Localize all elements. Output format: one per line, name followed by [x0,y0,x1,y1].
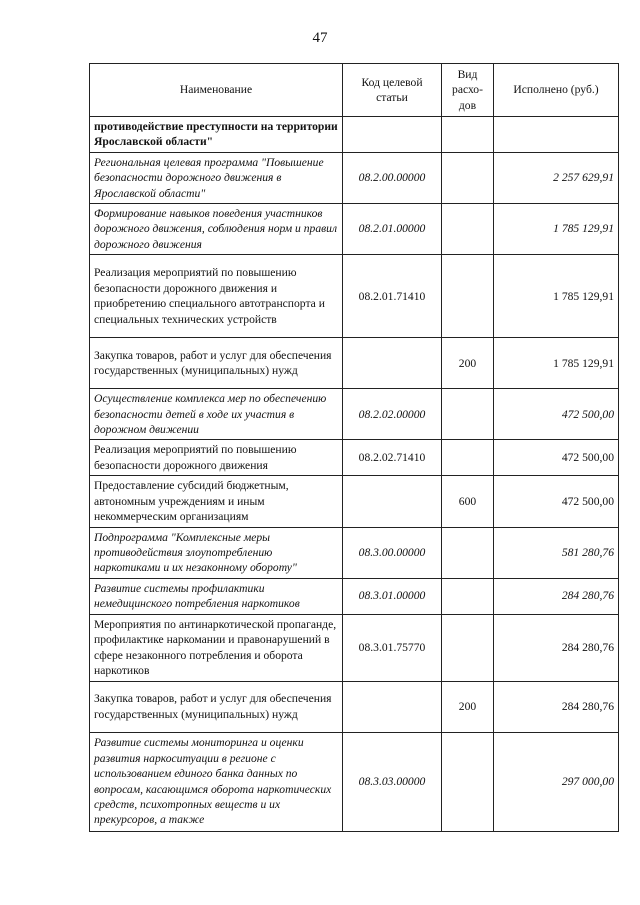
row-type [442,614,494,681]
row-type [442,117,494,153]
table-row [90,389,619,440]
row-name: Развитие системы профилактики немедицинского потребления наркотиков [90,578,343,614]
row-code [343,338,442,389]
row-sum: 472 500,00 [494,440,619,476]
row-name: Предоставление субсидий бюджетным, автономным учреждениям и иным некоммерческим организациям [90,476,343,527]
row-sum: 284 280,76 [494,681,619,732]
row-type [442,204,494,255]
header-code: Код целевой статьи [343,64,442,117]
row-name: Реализация мероприятий по повышению безопасности дорожного движения и приобретению специального автотранспорта и специальных технических устройств [90,255,343,338]
table-row [90,338,619,389]
row-type [442,440,494,476]
row-code: 08.3.01.00000 [343,578,442,614]
row-sum: 284 280,76 [494,578,619,614]
row-name: противодействие преступности на территории Ярославской области" [90,117,343,153]
row-type: 600 [442,476,494,527]
row-sum: 1 785 129,91 [494,204,619,255]
row-type [442,578,494,614]
row-type [442,389,494,440]
row-code: 08.2.01.00000 [343,204,442,255]
row-name: Реализация мероприятий по повышению безопасности дорожного движения [90,440,343,476]
page-number: 47 [312,30,328,46]
table-header-row [90,64,619,117]
table-row [90,732,619,831]
row-code: 08.2.02.00000 [343,389,442,440]
header-type: Вид расхо-дов [442,64,494,117]
row-code [343,681,442,732]
header-name: Наименование [90,64,343,117]
table-row [90,614,619,681]
table-row [90,152,619,203]
budget-execution-table [89,63,619,832]
row-name: Формирование навыков поведения участников дорожного движения, соблюдения норм и правил дорожного движения [90,204,343,255]
row-sum: 297 000,00 [494,732,619,831]
row-name: Развитие системы мониторинга и оценки развития наркоситуации в регионе с использованием единого банка данных по вопросам, касающимся оборота наркотических средств, психотропных веществ и их прекурсоров, а также [90,732,343,831]
row-code: 08.3.01.75770 [343,614,442,681]
row-sum: 1 785 129,91 [494,255,619,338]
row-sum: 472 500,00 [494,389,619,440]
table-row [90,204,619,255]
table-row [90,578,619,614]
row-code: 08.3.03.00000 [343,732,442,831]
row-type [442,732,494,831]
row-name: Закупка товаров, работ и услуг для обеспечения государственных (муниципальных) нужд [90,681,343,732]
row-code [343,476,442,527]
row-type [442,255,494,338]
row-type: 200 [442,681,494,732]
table-row [90,476,619,527]
table-row [90,440,619,476]
row-name: Мероприятия по антинаркотической пропаганде, профилактике наркомании и правонарушений в сфере незаконного потребления и оборота наркотиков [90,614,343,681]
row-name: Осуществление комплекса мер по обеспечению безопасности детей в ходе их участия в дорожном движении [90,389,343,440]
row-sum: 2 257 629,91 [494,152,619,203]
row-code: 08.3.00.00000 [343,527,442,578]
row-name: Региональная целевая программа "Повышение безопасности дорожного движения в Ярославской области" [90,152,343,203]
header-sum: Исполнено (руб.) [494,64,619,117]
row-code: 08.2.02.71410 [343,440,442,476]
row-sum: 284 280,76 [494,614,619,681]
row-type [442,152,494,203]
table-row [90,117,619,153]
row-sum: 581 280,76 [494,527,619,578]
table-row [90,681,619,732]
row-sum [494,117,619,153]
table-row [90,255,619,338]
row-name: Подпрограмма "Комплексные меры противодействия злоупотреблению наркотиками и их незаконному обороту" [90,527,343,578]
row-code: 08.2.01.71410 [343,255,442,338]
row-type [442,527,494,578]
row-type: 200 [442,338,494,389]
row-code [343,117,442,153]
row-sum: 1 785 129,91 [494,338,619,389]
row-sum: 472 500,00 [494,476,619,527]
table-row [90,527,619,578]
row-name: Закупка товаров, работ и услуг для обеспечения государственных (муниципальных) нужд [90,338,343,389]
row-code: 08.2.00.00000 [343,152,442,203]
